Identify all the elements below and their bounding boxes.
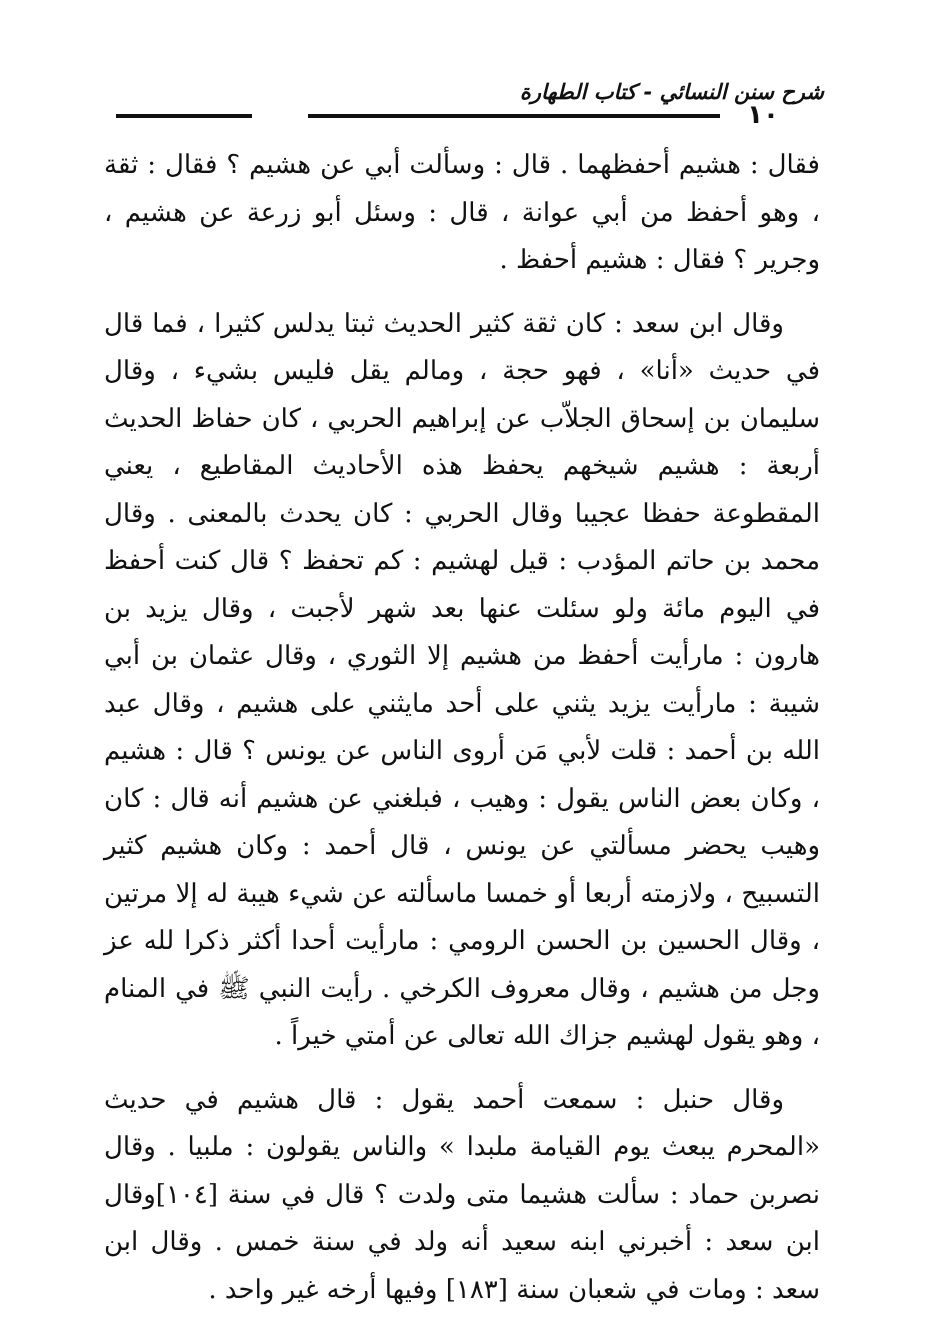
running-header-title: شرح سنن النسائي - كتاب الطهارة	[519, 80, 824, 104]
paragraph-2: وقال ابن سعد : كان ثقة كثير الحديث ثبتا يدلس كثيرا ، فما قال في حديث «أنا» ، فهو حجة ، ومالم يقل فليس بشيء ، وقال سليمان بن إسحاق الجلاّب عن إبراهيم الحربي ، كان حفاظ الحديث أربعة : هشيم شيخهم يحفظ هذه الأحاديث المقاطيع ، يعني المقطوعة حفظا عجيبا وقال الحربي : كان يحدث بالمعنى . وقال محمد بن حاتم المؤدب : قيل لهشيم : كم تحفظ ؟ قال كنت أحفظ في اليوم مائة ولو سئلت عنها بعد شهر لأجبت ، وقال يزيد بن هارون : مارأيت أحفظ من هشيم إلا الثوري ، وقال عثمان بن أبي شيبة : مارأيت يزيد يثني على أحد مايثني على هشيم ، وقال عبد الله بن أحمد : قلت لأبي مَن أروى الناس عن يونس ؟ قال : هشيم ، وكان بعض الناس يقول : وهيب ، فبلغني عن هشيم أنه قال : كان وهيب يحضر مسألتي عن يونس ، قال أحمد : وكان هشيم كثير التسبيح ، ولازمته أربعا أو خمسا ماسألته عن شيء هيبة له إلا مرتين ، وقال الحسين بن الحسن الرومي : مارأيت أحدا أكثر ذكرا لله عز وجل من هشيم ، وقال معروف الكرخي . رأيت النبي ﷺ في المنام ، وهو يقول لهشيم جزاك الله تعالى عن أمتي خيراً .	[104, 308, 820, 1051]
paragraph-3: وقال حنبل : سمعت أحمد يقول : قال هشيم في حديث «المحرم يبعث يوم القيامة ملبدا » والناس يقولون : ملبيا . وقال نصربن حماد : سألت هشيما متى ولدت ؟ قال في سنة [١٠٤]وقال ابن سعد : أخبرني ابنه سعيد أنه ولد في سنة خمس . وقال ابن سعد : ومات في شعبان سنة [١٨٣] وفيها أرخه غير واحد .	[104, 1084, 820, 1305]
header-rule	[308, 114, 720, 118]
paragraph-1: فقال : هشيم أحفظهما . قال : وسألت أبي عن هشيم ؟ فقال : ثقة ، وهو أحفظ من أبي عوانة ، قال : وسئل أبو زرعة عن هشيم ، وجرير ؟ فقال : هشيم أحفظ .	[104, 150, 820, 275]
header-rule-short	[116, 114, 252, 118]
body-text	[104, 142, 820, 1314]
page-number: ١٠	[747, 100, 779, 130]
